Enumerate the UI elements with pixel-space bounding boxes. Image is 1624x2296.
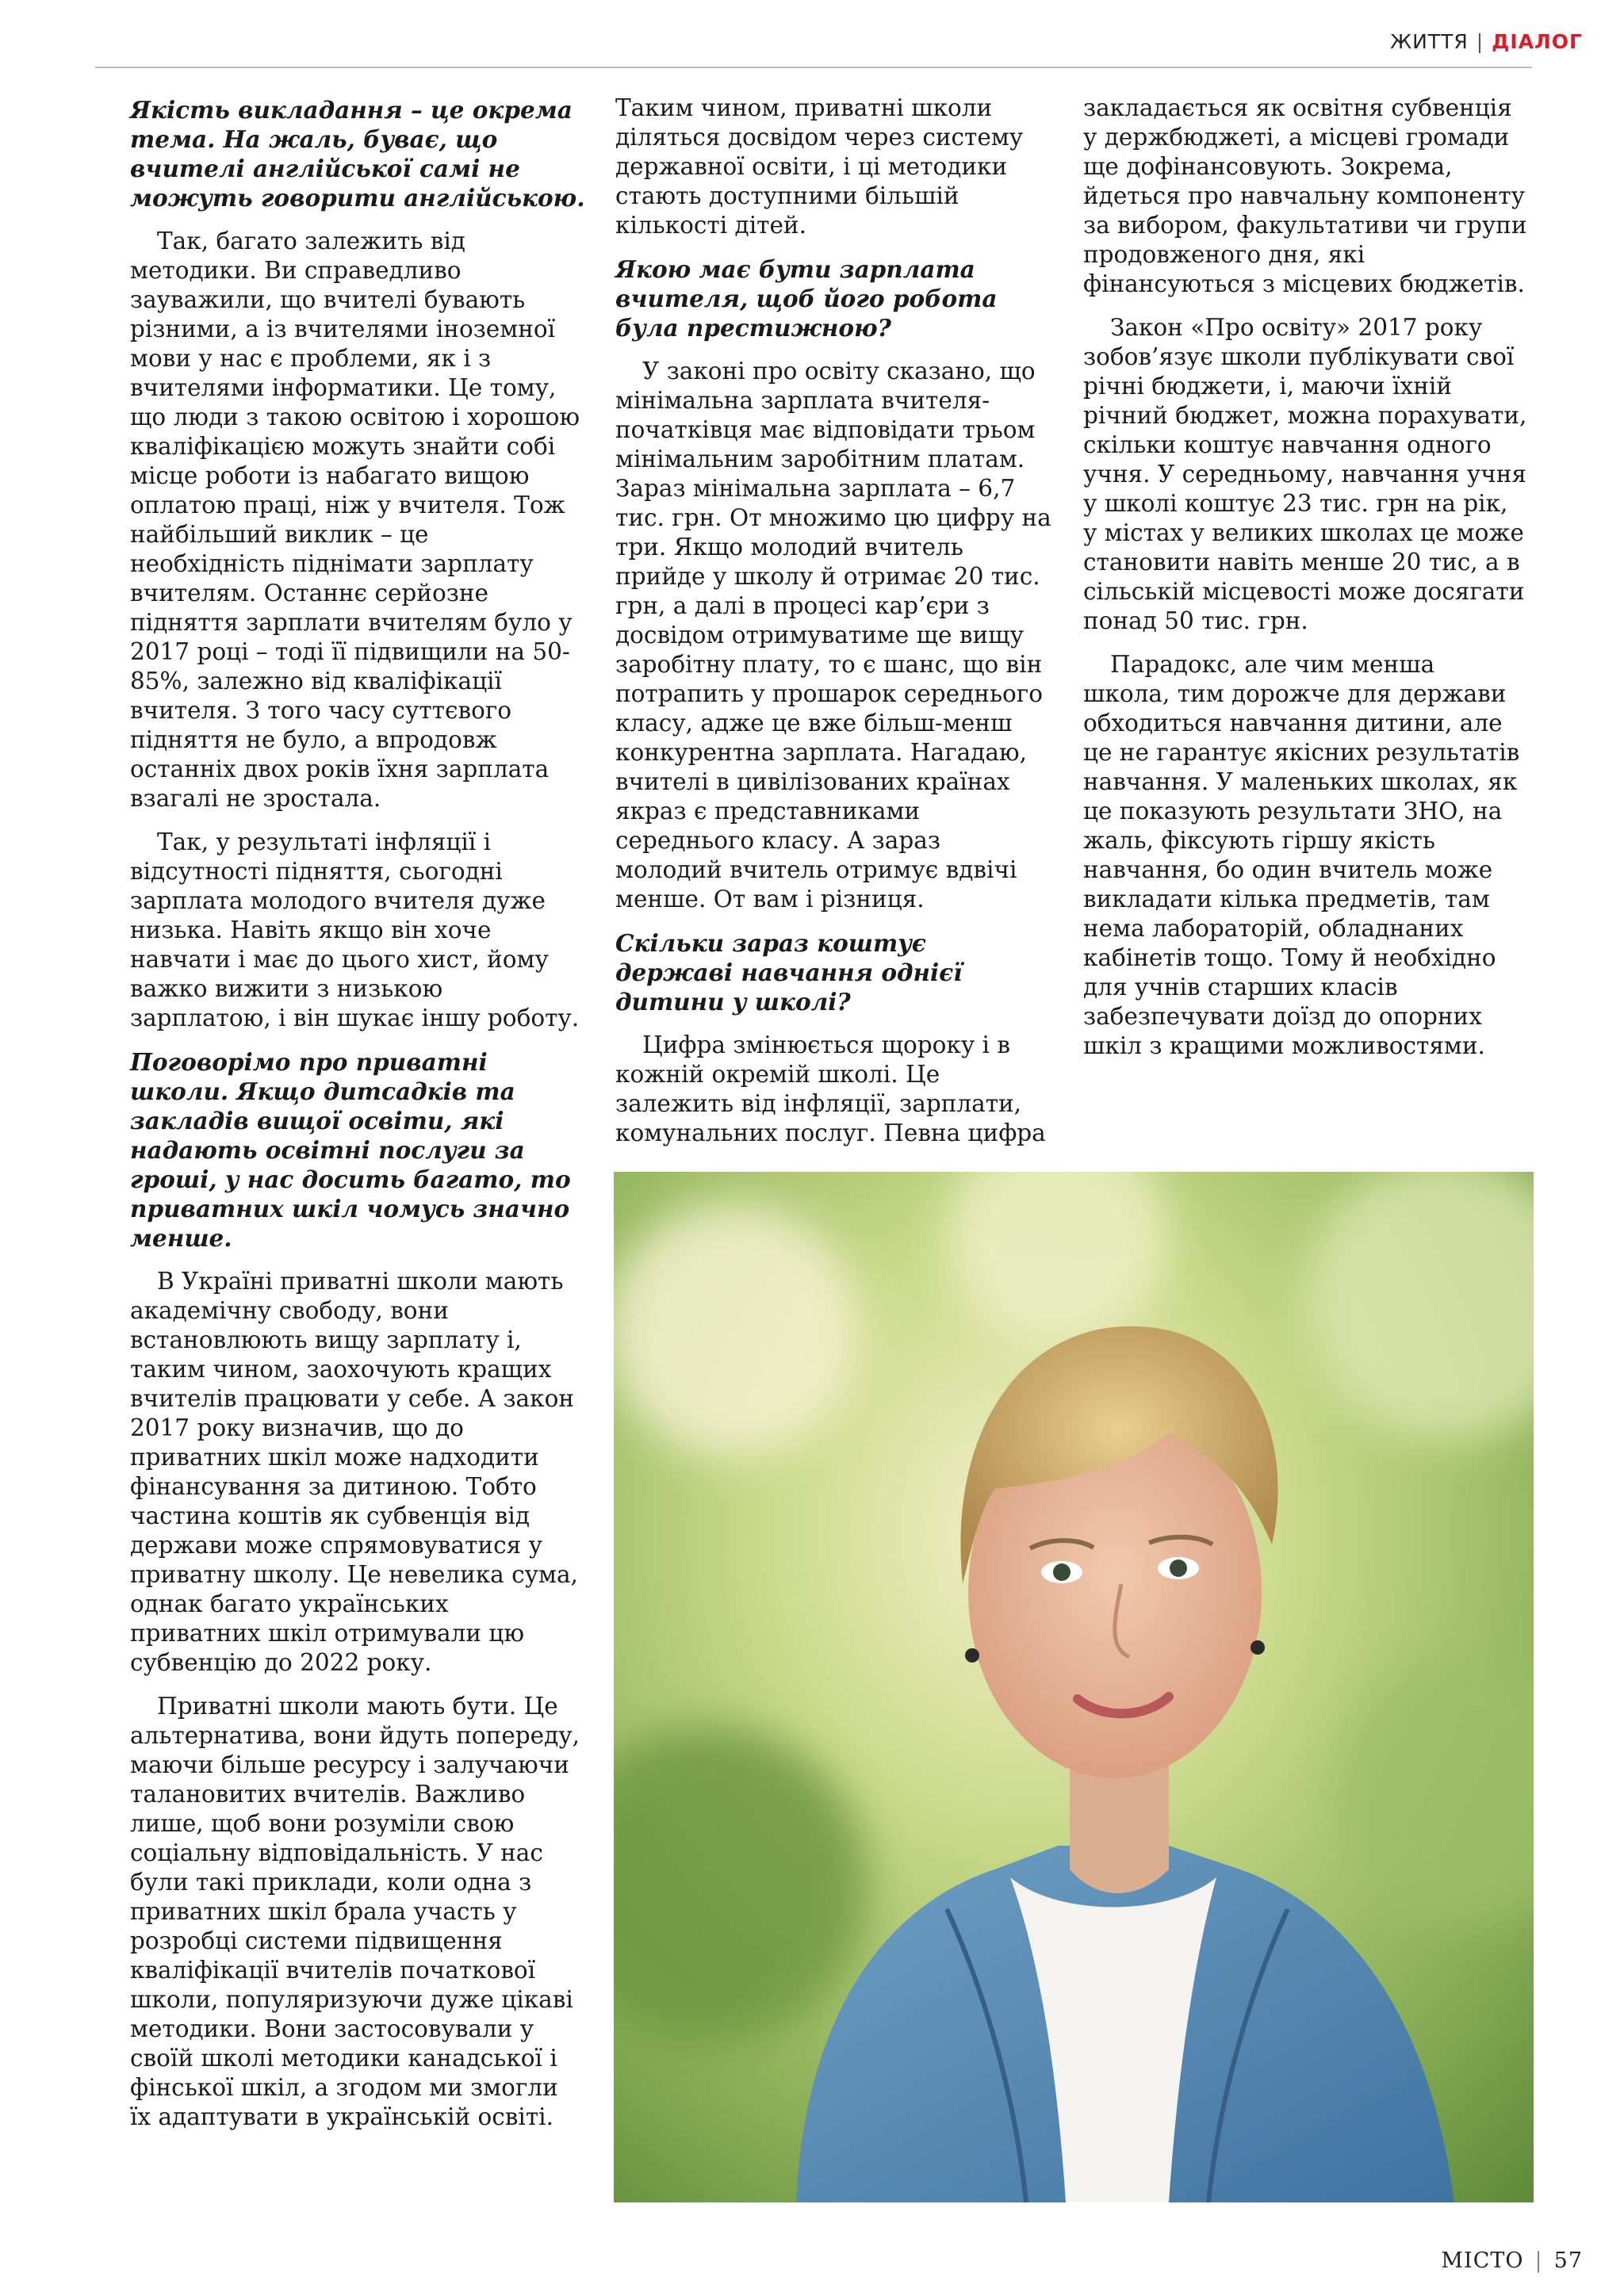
header-rule — [95, 67, 1532, 68]
page-number: 57 — [1553, 2248, 1583, 2273]
header-separator: | — [1476, 30, 1484, 53]
article-paragraph: Так, багато залежить від методики. Ви справедливо зауважили, що вчителі бувають різними, а із вчителями іноземної мови у нас є проблеми, як і з вчителями інформатики. Це тому, що люди з такою освітою і хорошою кваліфікацією можуть знайти собі місце роботи із набагато вищою оплатою праці, ніж у вчителя. Тож найбільший виклик – це необхідність піднімати зарплату вчителям. Останнє серйозне підняття зарплати вчителям було у 2017 році – тоді її підвищили на 50-85%, залежно від кваліфікації вчителя. З того часу суттєвого підняття не було, а впродовж останніх двох років їхня зарплата взагалі не зростала. — [130, 228, 580, 812]
interview-question: Якою має бути зарплата вчителя, щоб його робота була престижною? — [615, 255, 998, 342]
article-paragraph: Таким чином, приватні школи діляться досвідом через систему державної освіти, і ці методики стають доступними більшій кількості дітей. — [615, 94, 1024, 239]
article-paragraph: Парадокс, але чим менша школа, тим дорожче для держави обходиться навчання дитини, але це не гарантує якісних результатів навчання. У маленьких школах, як це показують результати ЗНО, на жаль, фіксують гіршу якість навчання, бо один вчитель може викладати кілька предметів, там нема лабораторій, обладнаних кабінетів тощо. Тому й необхідно для учнів старших класів забезпечувати доїзд до опорних шкіл з кращими можливостями. — [1083, 651, 1520, 1059]
article-paragraph: Цифра змінюється щороку і в кожній окремій школі. Це залежить від інфляції, зарплати, комунальних послуг. Певна цифра — [615, 1031, 1046, 1146]
magazine-name: МІСТО — [1441, 2248, 1524, 2273]
article-paragraph: Закон «Про освіту» 2017 року зобов’язує школи публікувати свої річні бюджети, і, маючи їхній річний бюджет, можна порахувати, скільки коштує навчання одного учня. У середньому, навчання учня у школі коштує 23 тис. грн на рік, у містах у великих школах це може становити навіть менше 20 тис, а в сільській місцевості може досягати понад 50 тис. грн. — [1083, 314, 1527, 634]
article-paragraph: У законі про освіту сказано, що мінімальна зарплата вчителя-початківця має відповідати трьом мінімальним заробітним платам. Зараз мінімальна зарплата – 6,7 тис. грн. От множимо цю цифру на три. Якщо молодий вчитель прийде у школу й отримає 20 тис. грн, а далі в процесі кар’єри з досвідом отримуватиме ще вищу заробітну плату, то є шанс, що він потрапить у прошарок середнього класу, адже це вже більш-менш конкурентна зарплата. Нагадаю, вчителі в цивілізованих країнах якраз є представниками середнього класу. А зараз молодий вчитель отримує вдвічі менше. От вам і різниця. — [615, 358, 1051, 913]
text-column-1 — [130, 95, 586, 2146]
article-paragraph: закладається як освітня субвенція у держбюджеті, а місцеві громади ще дофінансовують. Зокрема, йдеться про навчальну компоненту за вибором, факультативи чи групи продовженого дня, які фінансуються з місцевих бюджетів. — [1083, 94, 1527, 297]
page-header — [1390, 30, 1583, 53]
portrait-illustration — [614, 1172, 1534, 2202]
article-paragraph: В Україні приватні школи мають академічну свободу, вони встановлюють вищу зарплату і, таким чином, заохочують кращих вчителів працювати у себе. А закон 2017 року визначив, що до приватних шкіл може надходити фінансування за дитиною. Тобто частина коштів як субвенція від держави може спрямовуватися у приватну школу. Це невелика сума, однак багато українських приватних шкіл отримували цю субвенцію до 2022 року. — [130, 1268, 578, 1676]
text-column-2 — [615, 94, 1051, 1162]
footer-separator: | — [1534, 2248, 1543, 2273]
interview-question: Поговорімо про приватні школи. Якщо дитсадків та закладів вищої освіти, які надають освітні послуги за гроші, у нас досить багато, то приватних шкіл чомусь значно менше. — [130, 1048, 571, 1252]
section-label: ЖИТТЯ — [1390, 30, 1469, 53]
article-paragraph: Так, у результаті інфляції і відсутності підняття, сьогодні зарплата молодого вчителя дуже низька. Навіть якщо він хоче навчати і має до цього хист, йому важко вижити з низькою зарплатою, і він шукає іншу роботу. — [130, 828, 580, 1031]
portrait-photo — [614, 1172, 1534, 2202]
brand-label: ДІАЛОГ — [1492, 30, 1583, 53]
interview-question: Якість викладання – це окрема тема. На жаль, буває, що вчителі англійської самі не можуть говорити англійською. — [130, 96, 585, 212]
interview-question: Скільки зараз коштує державі навчання однієї дитини у школі? — [615, 929, 963, 1016]
page-footer — [1441, 2248, 1583, 2273]
article-paragraph: Приватні школи мають бути. Це альтернатива, вони йдуть попереду, маючи більше ресурсу і залучаючи талановитих вчителів. Важливо лише, щоб вони розуміли свою соціальну відповідальність. У нас були такі приклади, коли одна з приватних шкіл брала участь у розробці системи підвищення кваліфікації вчителів початкової школи, популяризуючи дуже цікаві методики. Вони застосовували у своїй школі методики канадської і фінської шкіл, а згодом ми змогли їх адаптувати в українській освіті. — [130, 1693, 580, 2130]
text-column-3 — [1083, 94, 1527, 1075]
